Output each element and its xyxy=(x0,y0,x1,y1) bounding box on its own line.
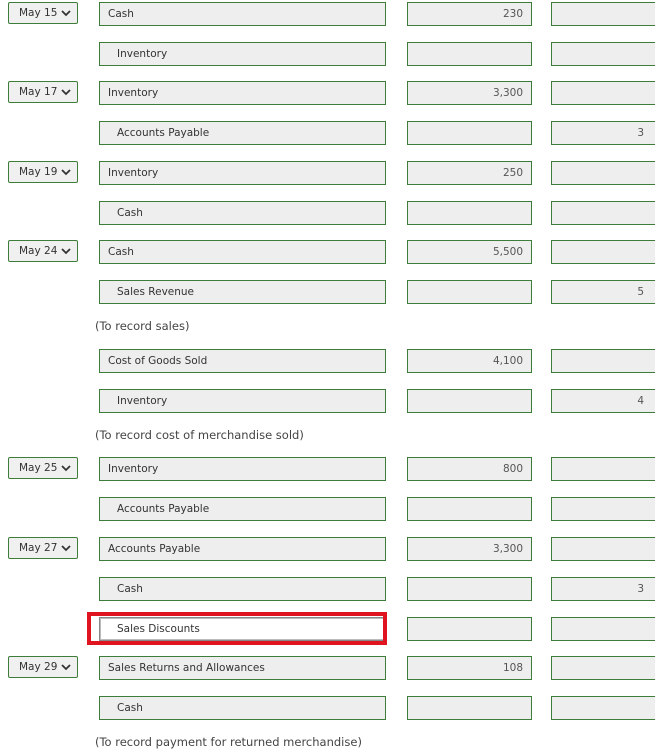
journal-row xyxy=(0,389,655,413)
journal-row xyxy=(0,497,655,521)
date-select[interactable] xyxy=(8,2,78,24)
journal-row xyxy=(0,2,655,26)
credit-amount-input[interactable] xyxy=(551,617,655,641)
debit-amount-input[interactable] xyxy=(407,617,532,641)
journal-row xyxy=(0,537,655,561)
account-title-input[interactable]: Sales Returns and Allowances xyxy=(99,656,386,680)
credit-amount-input[interactable] xyxy=(551,656,655,680)
account-title-input[interactable]: Accounts Payable xyxy=(99,537,386,561)
debit-amount-input[interactable]: 250 xyxy=(407,161,532,185)
account-title-input[interactable]: Cash xyxy=(99,577,386,601)
date-select[interactable] xyxy=(8,81,78,103)
debit-amount-input[interactable] xyxy=(407,42,532,66)
credit-amount-input[interactable] xyxy=(551,42,655,66)
credit-amount-value: 5 xyxy=(637,286,644,298)
journal-row xyxy=(0,240,655,264)
debit-amount-input[interactable] xyxy=(407,389,532,413)
chevron-down-icon xyxy=(61,3,71,23)
debit-amount-input[interactable]: 4,100 xyxy=(407,349,532,373)
journal-row xyxy=(0,121,655,145)
journal-row xyxy=(0,577,655,601)
chevron-down-icon xyxy=(61,458,71,478)
journal-row xyxy=(0,81,655,105)
highlight-box xyxy=(87,612,387,645)
journal-row xyxy=(0,201,655,225)
journal-row xyxy=(0,696,655,720)
date-select[interactable] xyxy=(8,457,78,479)
journal-row xyxy=(0,161,655,185)
date-select[interactable] xyxy=(8,240,78,262)
credit-amount-value: 3 xyxy=(637,583,644,595)
entry-explanation: (To record sales) xyxy=(95,319,190,333)
credit-amount-input[interactable] xyxy=(551,81,655,105)
account-title-input[interactable]: Accounts Payable xyxy=(99,121,386,145)
account-title-input[interactable]: Cash xyxy=(99,201,386,225)
entry-explanation: (To record cost of merchandise sold) xyxy=(95,428,304,442)
account-title-input[interactable]: Inventory xyxy=(99,42,386,66)
date-select-value: May 24 xyxy=(19,245,58,257)
journal-row xyxy=(0,42,655,66)
debit-amount-input[interactable]: 800 xyxy=(407,457,532,481)
debit-amount-input[interactable]: 108 xyxy=(407,656,532,680)
journal-row xyxy=(0,457,655,481)
account-title-input[interactable]: Sales Discounts xyxy=(99,617,386,641)
debit-amount-input[interactable]: 230 xyxy=(407,2,532,26)
account-title-input[interactable]: Cash xyxy=(99,696,386,720)
chevron-down-icon xyxy=(61,538,71,558)
account-title-input[interactable]: Sales Revenue xyxy=(99,280,386,304)
debit-amount-input[interactable]: 3,300 xyxy=(407,81,532,105)
credit-amount-value: 3 xyxy=(637,127,644,139)
entry-explanation: (To record payment for returned merchandise) xyxy=(95,735,362,749)
journal-row xyxy=(0,280,655,304)
date-select[interactable] xyxy=(8,161,78,183)
account-title-input[interactable]: Cost of Goods Sold xyxy=(99,349,386,373)
credit-amount-input[interactable] xyxy=(551,2,655,26)
account-title-input[interactable]: Inventory xyxy=(99,389,386,413)
debit-amount-input[interactable]: 5,500 xyxy=(407,240,532,264)
credit-amount-input[interactable] xyxy=(551,497,655,521)
account-title-input[interactable]: Inventory xyxy=(99,161,386,185)
credit-amount-input[interactable] xyxy=(551,537,655,561)
journal-row xyxy=(0,656,655,680)
account-title-input[interactable]: Inventory xyxy=(99,457,386,481)
credit-amount-input[interactable] xyxy=(551,696,655,720)
date-select-value: May 19 xyxy=(19,166,58,178)
date-select-value: May 25 xyxy=(19,462,58,474)
debit-amount-input[interactable] xyxy=(407,201,532,225)
date-select-value: May 29 xyxy=(19,661,58,673)
debit-amount-input[interactable] xyxy=(407,577,532,601)
credit-amount-input[interactable] xyxy=(551,201,655,225)
debit-amount-input[interactable] xyxy=(407,696,532,720)
date-select-value: May 17 xyxy=(19,86,58,98)
chevron-down-icon xyxy=(61,657,71,677)
date-select[interactable] xyxy=(8,537,78,559)
credit-amount-input[interactable] xyxy=(551,240,655,264)
chevron-down-icon xyxy=(61,162,71,182)
debit-amount-input[interactable] xyxy=(407,497,532,521)
account-title-input[interactable]: Accounts Payable xyxy=(99,497,386,521)
account-title-input[interactable]: Inventory xyxy=(99,81,386,105)
chevron-down-icon xyxy=(61,241,71,261)
date-select[interactable] xyxy=(8,656,78,678)
credit-amount-input[interactable] xyxy=(551,457,655,481)
date-select-value: May 27 xyxy=(19,542,58,554)
credit-amount-input[interactable] xyxy=(551,577,655,601)
date-select-value: May 15 xyxy=(19,7,58,19)
credit-amount-input[interactable] xyxy=(551,349,655,373)
debit-amount-input[interactable] xyxy=(407,121,532,145)
account-title-input[interactable]: Cash xyxy=(99,2,386,26)
credit-amount-input[interactable] xyxy=(551,280,655,304)
credit-amount-input[interactable] xyxy=(551,161,655,185)
debit-amount-input[interactable] xyxy=(407,280,532,304)
debit-amount-input[interactable]: 3,300 xyxy=(407,537,532,561)
credit-amount-value: 4 xyxy=(637,395,644,407)
credit-amount-input[interactable] xyxy=(551,389,655,413)
journal-row xyxy=(0,349,655,373)
chevron-down-icon xyxy=(61,82,71,102)
credit-amount-input[interactable] xyxy=(551,121,655,145)
account-title-input[interactable]: Cash xyxy=(99,240,386,264)
